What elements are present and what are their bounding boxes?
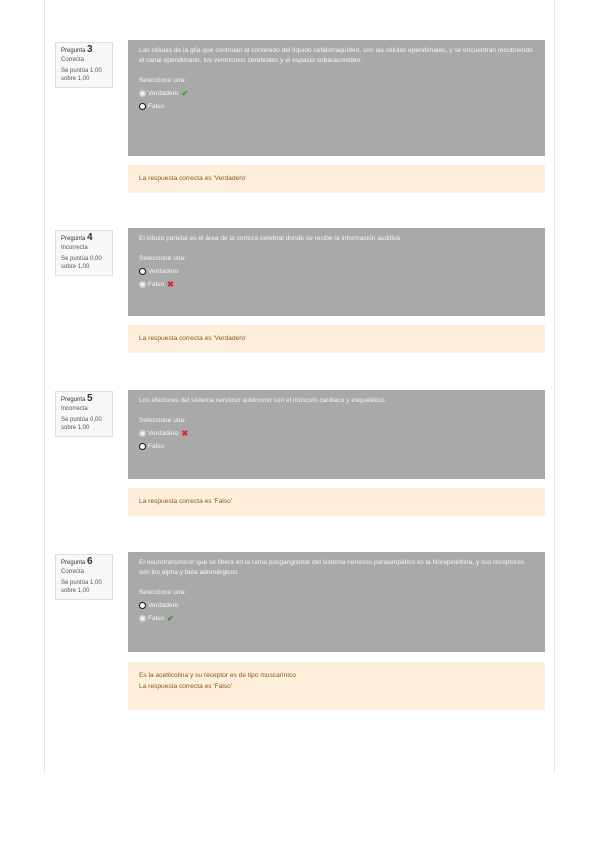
question-text: Las células de la glía que controlan el contenido del líquido cefalorraquídeo, son las células ependimales, y se encuentran recubriendo el canal ependimario, los ventrículos cerebrales y el espacio subaracnoideo. [139, 47, 533, 64]
answer-prompt: Seleccione una: [139, 77, 186, 84]
question-info [55, 554, 113, 600]
radio-button[interactable] [139, 602, 146, 609]
option-label: Verdadero [148, 267, 179, 275]
option-verdadero[interactable] [139, 266, 534, 277]
answer-prompt: Seleccione una: [139, 589, 186, 596]
option-falso[interactable] [139, 441, 534, 452]
question-label: Pregunta [61, 397, 86, 403]
question-mark-score: Se puntúa 1,00 [61, 68, 102, 74]
radio-button[interactable] [139, 443, 146, 450]
option-label: Verdadero [148, 429, 179, 437]
question-content [128, 40, 545, 156]
question-content [128, 390, 545, 479]
page-border-right [554, 0, 555, 773]
option-falso[interactable] [139, 613, 534, 624]
option-label: Falso [148, 442, 165, 450]
question-state: Incorrecta [61, 245, 88, 251]
question-mark-max: sobre 1,00 [61, 264, 90, 270]
question-mark-score: Se puntúa 1,00 [61, 580, 102, 586]
right-answer: La respuesta correcta es 'Falso' [139, 683, 233, 690]
option-label: Falso [148, 280, 165, 288]
feedback-box [128, 662, 545, 710]
option-label: Verdadero [148, 601, 179, 609]
option-label: Falso [148, 614, 165, 622]
question-info [55, 391, 113, 437]
question-mark-score: Se puntúa 0,00 [61, 256, 102, 262]
question-number: 3 [87, 44, 93, 55]
feedback-box [128, 488, 545, 516]
radio-button-selected[interactable] [139, 615, 146, 622]
question-text: El lóbulo parietal es el área de la corteza cerebral donde se recibe la información auditiva [139, 235, 400, 242]
right-answer: La respuesta correcta es 'Verdadero' [139, 175, 247, 182]
radio-button-selected[interactable] [139, 90, 146, 97]
cross-icon: ✖ [181, 428, 189, 438]
question-info [55, 230, 113, 276]
question-info [55, 42, 113, 88]
radio-button[interactable] [139, 268, 146, 275]
answer-prompt: Seleccione una: [139, 255, 186, 262]
radio-button[interactable] [139, 103, 146, 110]
question-state: Correcta [61, 569, 85, 575]
question-text: El neurotransmisor que se libera en la rama posganglionar del sistema nervioso parasimpático es la Norepinefrina, y sus receptores son los alpha y beta adrenérgicos [139, 559, 525, 576]
question-mark-max: sobre 1,00 [61, 76, 90, 82]
cross-icon: ✖ [167, 279, 174, 289]
check-icon: ✔ [181, 88, 189, 98]
question-number: 6 [87, 556, 93, 567]
radio-button-selected[interactable] [139, 281, 146, 288]
feedback-box [128, 325, 545, 353]
option-verdadero[interactable] [139, 428, 534, 439]
question-label: Pregunta [61, 48, 86, 54]
answer-prompt: Seleccione una: [139, 417, 186, 424]
question-state: Incorrecta [61, 406, 88, 412]
option-verdadero[interactable] [139, 600, 534, 611]
question-label: Pregunta [61, 236, 86, 242]
check-icon: ✔ [167, 613, 174, 623]
right-answer: La respuesta correcta es 'Falso' [139, 498, 233, 505]
option-verdadero[interactable] [139, 88, 534, 99]
question-state: Correcta [61, 57, 85, 63]
question-number: 5 [87, 393, 93, 404]
question-mark-max: sobre 1,00 [61, 588, 90, 594]
right-answer: La respuesta correcta es 'Verdadero' [139, 335, 247, 342]
question-mark-max: sobre 1,00 [61, 425, 90, 431]
feedback-box [128, 165, 545, 193]
page-border-left [44, 0, 45, 773]
option-label: Verdadero [148, 89, 179, 97]
question-mark-score: Se puntúa 0,00 [61, 417, 102, 423]
option-label: Falso [148, 102, 165, 110]
option-falso[interactable] [139, 101, 534, 112]
option-falso[interactable] [139, 279, 534, 290]
question-content [128, 228, 545, 316]
general-feedback: Es la acetilcolina y su receptor es de tipo muscarínico [139, 672, 296, 679]
question-label: Pregunta [61, 560, 86, 566]
radio-button-selected[interactable] [139, 430, 146, 437]
question-content [128, 552, 545, 652]
question-text: Los efectores del sistema nervioso autónomo son el músculo cardiaco y esquelético. [139, 397, 387, 404]
question-number: 4 [87, 232, 93, 243]
